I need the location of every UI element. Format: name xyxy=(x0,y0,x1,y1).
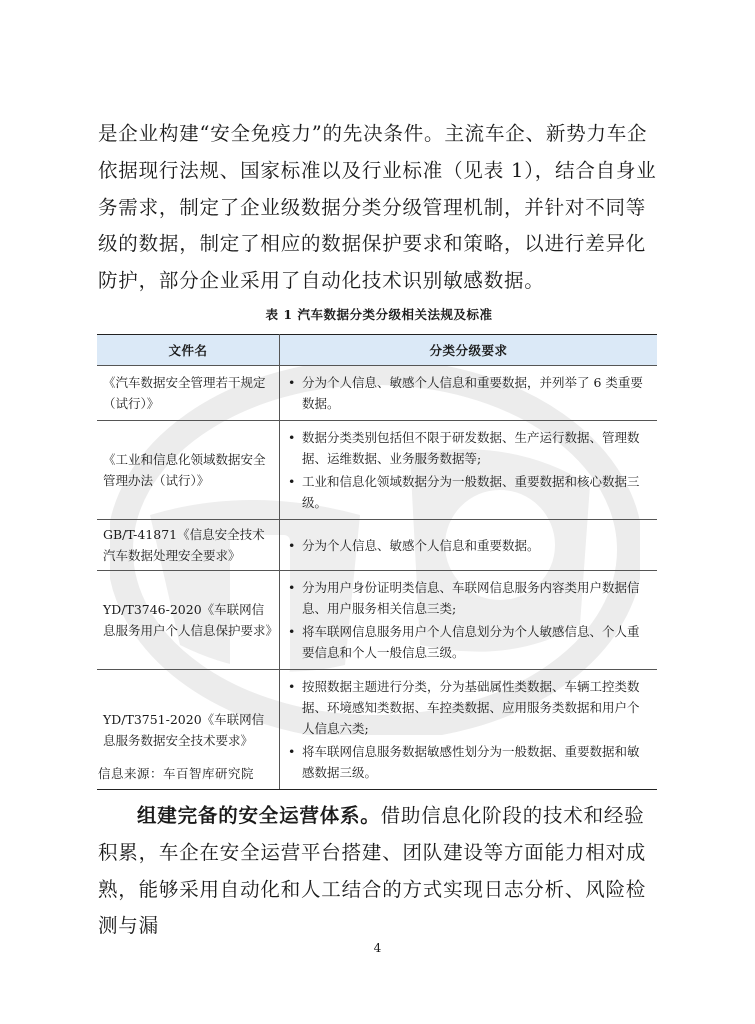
requirement-text: 按照数据主题进行分类，分为基础属性类数据、车辆工控类数据、环境感知类数据、车控类数据、应用服务类数据和用户个人信息六类; xyxy=(302,679,640,736)
requirement-cell xyxy=(280,670,658,790)
requirement-text: 分为个人信息、敏感个人信息和重要数据，并列举了 6 类重要数据。 xyxy=(302,375,643,411)
table-row xyxy=(97,366,657,421)
body-paragraph-2 xyxy=(98,798,660,945)
table-row xyxy=(97,421,657,520)
bullet-dot: • xyxy=(288,537,296,553)
requirement-text: 将车联网信息服务用户个人信息划分为个人敏感信息、个人重要信息和个人一般信息三级。 xyxy=(302,624,640,660)
paragraph-lead: 组建完备的安全运营体系。 xyxy=(137,804,381,827)
bullet-dot: • xyxy=(288,624,296,639)
requirement-cell xyxy=(280,571,658,670)
bullet-dot: • xyxy=(288,679,296,694)
table-row xyxy=(97,571,657,670)
requirement-bullet xyxy=(288,741,651,783)
requirement-bullet xyxy=(288,621,651,663)
requirement-text: 分为个人信息、敏感个人信息和重要数据。 xyxy=(302,537,540,553)
document-name-cell: YD/T3746-2020《车联网信息服务用户个人信息保护要求》 xyxy=(97,571,280,670)
requirement-text: 将车联网信息服务数据敏感性划分为一般数据、重要数据和敏感数据三级。 xyxy=(302,744,640,780)
bullet-dot: • xyxy=(288,580,296,595)
requirement-cell xyxy=(280,366,658,421)
document-name-cell: GB/T-41871《信息安全技术汽车数据处理安全要求》 xyxy=(97,520,280,571)
table-row xyxy=(97,520,657,571)
requirement-bullet xyxy=(288,471,651,513)
bullet-dot: • xyxy=(288,744,296,759)
requirement-bullet xyxy=(288,577,651,619)
requirement-cell xyxy=(280,421,658,520)
document-name-cell: 《工业和信息化领域数据安全管理办法（试行）》 xyxy=(97,421,280,520)
paragraph-body: 借助信息化阶段的技术和经验积累，车企在安全运营平台搭建、团队建设等方面能力相对成熟，能够采用自动化和人工结合的方式实现日志分析、风险检测与漏 xyxy=(98,804,647,938)
body-paragraph-1: 是企业构建“安全免疫力”的先决条件。主流车企、新势力车企依据现行法规、国家标准以及行业标准（见表 1），结合自身业务需求，制定了企业级数据分类分级管理机制，并针对不同等级的数据，制定了相应的数据保护要求和策略，以进行差异化防护，部分企业采用了自动化技术识别敏感数据。 xyxy=(98,122,657,293)
bullet-dot: • xyxy=(288,375,296,390)
requirement-bullet xyxy=(288,676,651,739)
requirement-text: 数据分类类别包括但不限于研发数据、生产运行数据、管理数据、运维数据、业务服务数据等; xyxy=(302,430,640,466)
source-note: 信息来源：车百智库研究院 xyxy=(98,766,255,781)
requirement-cell xyxy=(280,520,658,571)
requirement-text: 工业和信息化领域数据分为一般数据、重要数据和核心数据三级。 xyxy=(302,474,640,510)
bullet-dot: • xyxy=(288,430,296,445)
requirement-text: 分为用户身份证明类信息、车联网信息服务内容类用户数据信息、用户服务相关信息三类; xyxy=(302,580,640,616)
requirement-bullet xyxy=(288,372,651,414)
requirement-bullet xyxy=(288,427,651,469)
document-name-cell: YD/T3751-2020《车联网信息服务数据安全技术要求》 xyxy=(97,670,280,790)
document-name-cell: 《汽车数据安全管理若干规定（试行）》 xyxy=(97,366,280,421)
column-header-filename: 文件名 xyxy=(97,335,280,366)
page-number: 4 xyxy=(373,941,382,955)
table-caption: 表 1 汽车数据分类分级相关法规及标准 xyxy=(265,307,493,322)
column-header-requirements: 分类分级要求 xyxy=(280,335,658,366)
table-header-row xyxy=(97,335,657,366)
standards-table xyxy=(97,334,657,790)
requirement-bullet xyxy=(288,535,651,556)
bullet-dot: • xyxy=(288,474,296,489)
